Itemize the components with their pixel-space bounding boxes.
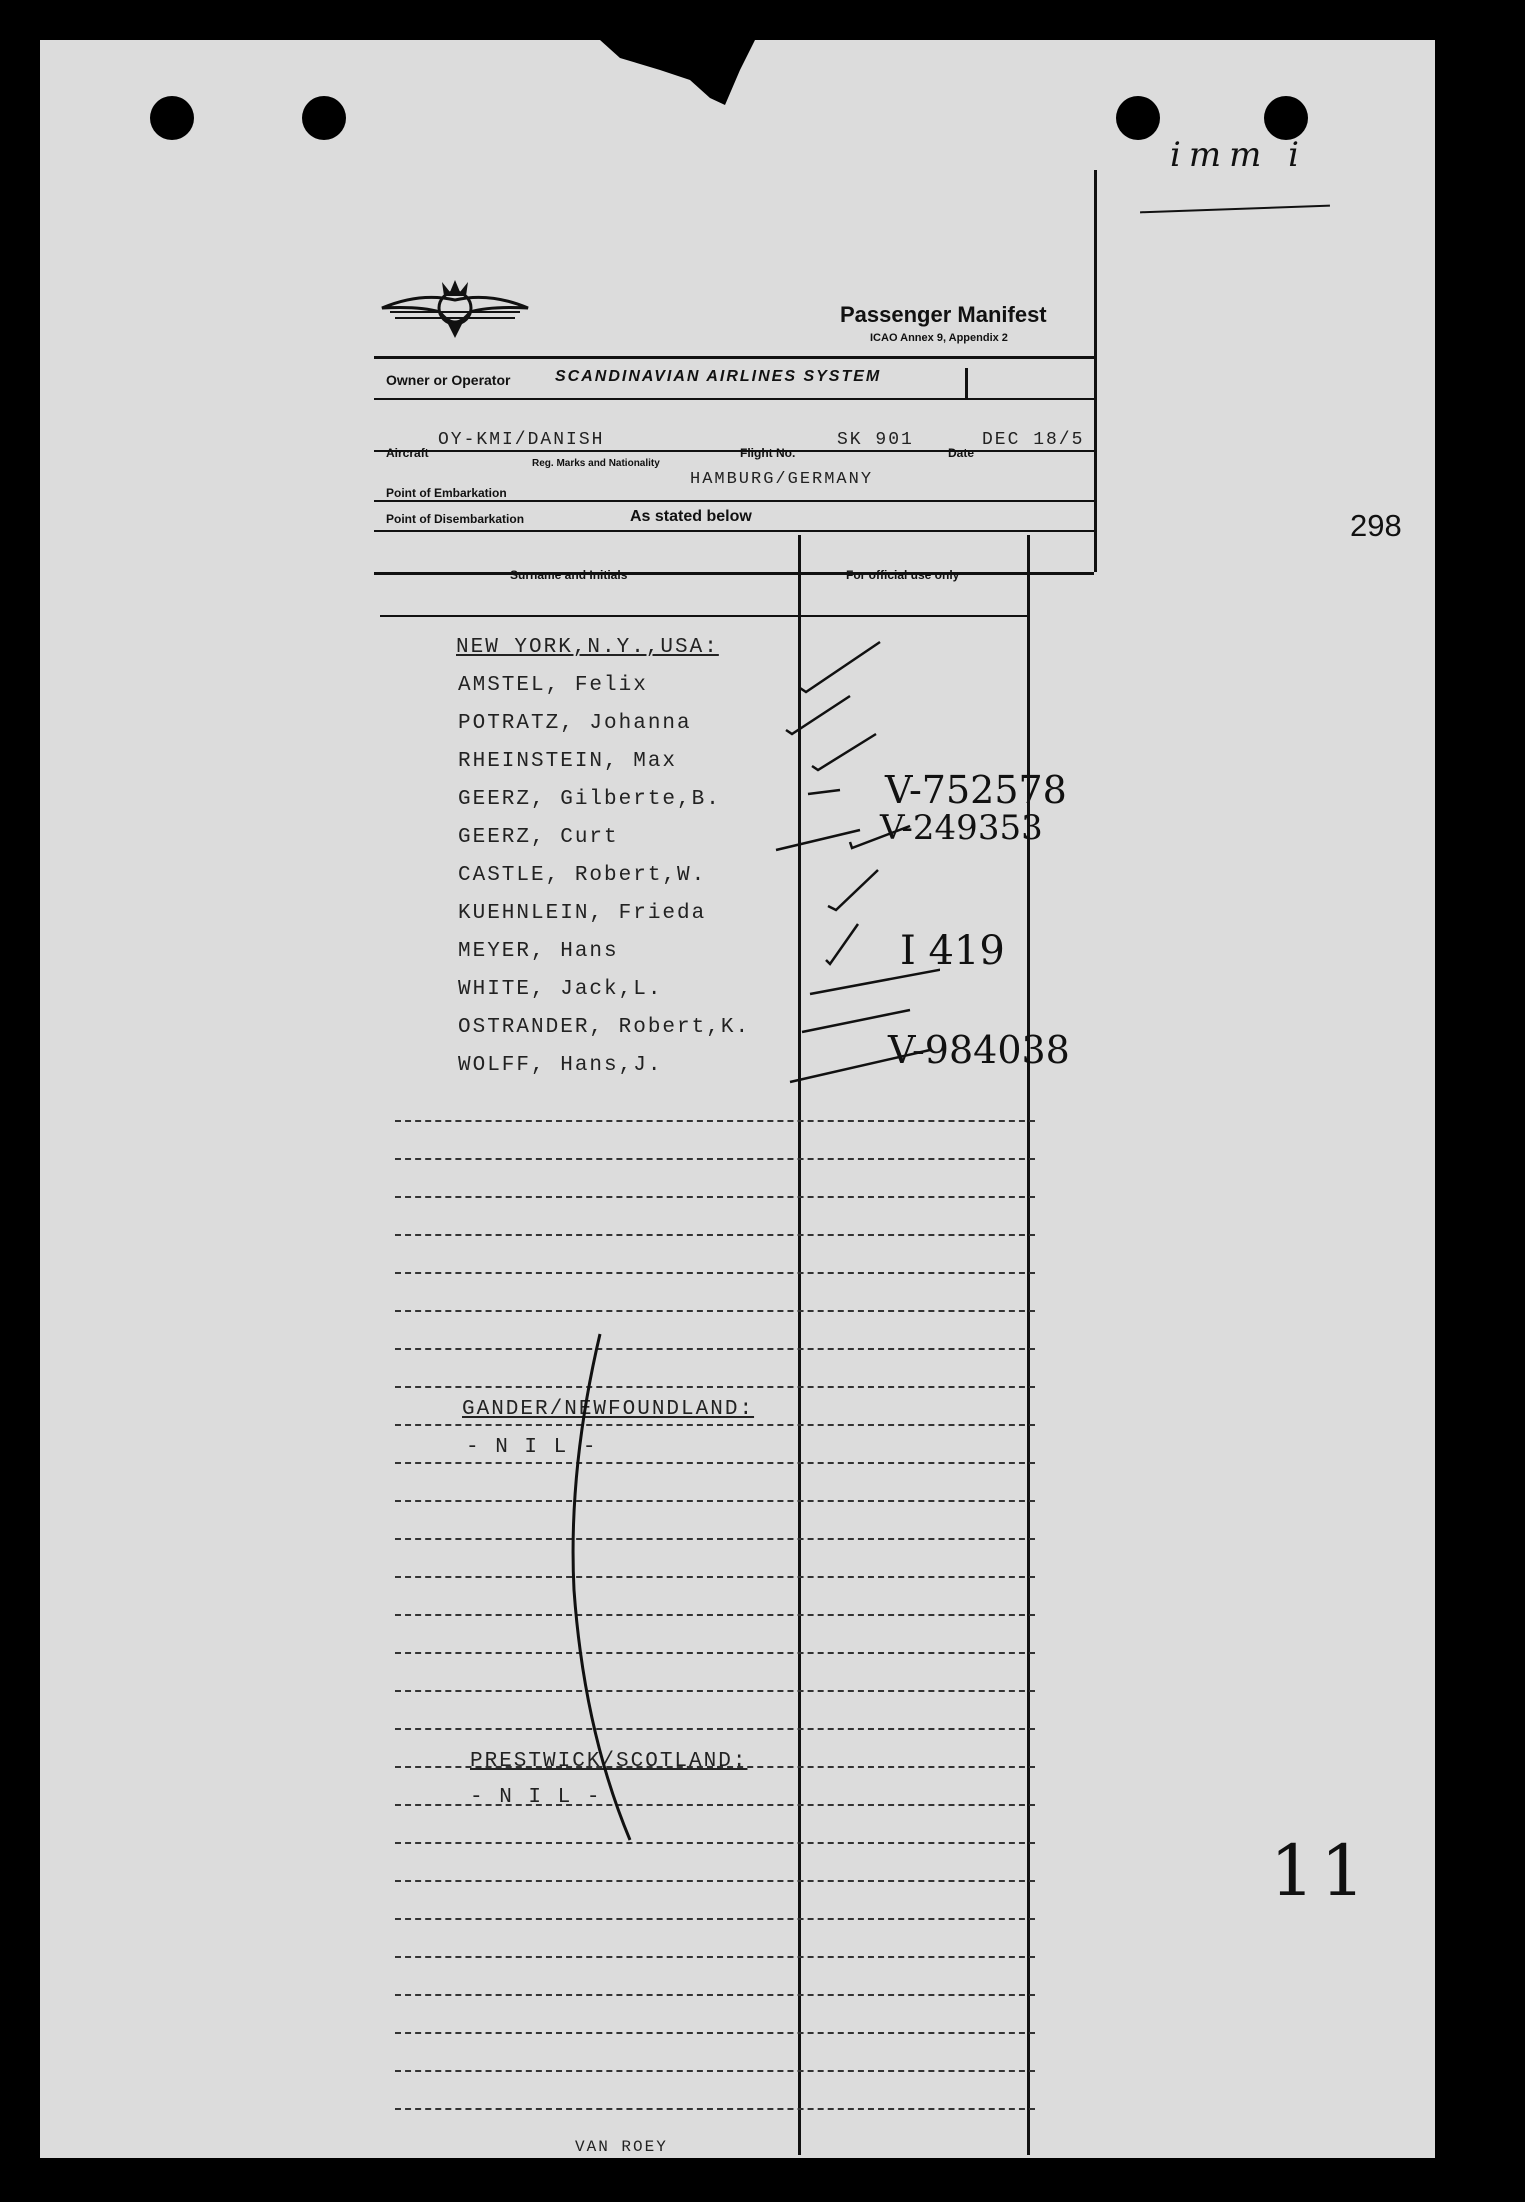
passenger-name: GEERZ, Gilberte,B.: [458, 788, 721, 811]
flight-label: Flight No.: [740, 446, 796, 460]
passenger-name: KUEHNLEIN, Frieda: [458, 902, 707, 925]
passenger-name: CASTLE, Robert,W.: [458, 864, 707, 887]
passenger-name: WOLFF, Hans,J.: [458, 1054, 663, 1077]
section-header: NEW YORK,N.Y.,USA:: [456, 636, 719, 659]
ruled-line: [395, 1234, 1035, 1236]
handwritten-underline: [1140, 205, 1330, 214]
column-header-surname: Surname and Initials: [510, 568, 628, 582]
page-number: 298: [1350, 508, 1402, 543]
ruled-line: [395, 1880, 1035, 1882]
header-rule: [374, 500, 1094, 502]
punch-hole: [150, 96, 194, 140]
disembarkation-label: Point of Disembarkation: [386, 512, 525, 526]
ruled-line: [395, 2032, 1035, 2034]
ruled-line: [395, 1196, 1035, 1198]
official-note: I 419: [900, 928, 1005, 974]
ruled-line: [395, 1310, 1035, 1312]
owner-mark: [965, 368, 968, 398]
passenger-name: AMSTEL, Felix: [458, 674, 648, 697]
passenger-name: WHITE, Jack,L.: [458, 978, 663, 1001]
embarkation-value: HAMBURG/GERMANY: [690, 470, 874, 489]
passenger-name: RHEINSTEIN, Max: [458, 750, 678, 773]
date-value: DEC 18/5: [982, 430, 1085, 450]
header-rule: [374, 530, 1094, 532]
ruled-line: [395, 1994, 1035, 1996]
header-rule: [374, 398, 1094, 400]
ruled-line: [395, 1500, 1035, 1502]
manifest-sheet: [40, 40, 1435, 2158]
ruled-line: [395, 1652, 1035, 1654]
ruled-line: [395, 1690, 1035, 1692]
ruled-line: [395, 1462, 1035, 1464]
punch-hole: [1264, 96, 1308, 140]
header-right-border: [1094, 170, 1097, 572]
ruled-line: [395, 1120, 1035, 1122]
embarkation-label: Point of Embarkation: [386, 486, 507, 500]
ruled-line: [395, 1424, 1035, 1426]
ruled-line: [395, 1158, 1035, 1160]
reg-marks-label: Reg. Marks and Nationality: [532, 458, 660, 469]
official-note: V-249353: [880, 808, 1043, 848]
form-subtitle: ICAO Annex 9, Appendix 2: [870, 332, 1008, 344]
form-title: Passenger Manifest: [840, 302, 1047, 327]
header-rule: [374, 356, 1094, 359]
torn-edge: [600, 40, 760, 110]
ruled-line: [395, 2070, 1035, 2072]
airline-logo: [380, 272, 530, 344]
aircraft-value: OY-KMI/DANISH: [438, 430, 605, 450]
column-header-official: For official use only: [846, 568, 960, 582]
owner-value: SCANDINAVIAN AIRLINES SYSTEM: [555, 368, 882, 385]
tally-mark: 11: [1270, 1830, 1372, 1912]
passenger-name: POTRATZ, Johanna: [458, 712, 692, 735]
ruled-line: [395, 1614, 1035, 1616]
ruled-line: [395, 1728, 1035, 1730]
passenger-name: MEYER, Hans: [458, 940, 619, 963]
ruled-line: [395, 1272, 1035, 1274]
passenger-name: GEERZ, Curt: [458, 826, 619, 849]
check-marks: [740, 630, 940, 1090]
ruled-line: [395, 1576, 1035, 1578]
official-note: V-752578: [885, 768, 1067, 812]
ruled-line: [395, 1538, 1035, 1540]
aircraft-label: Aircraft: [386, 446, 429, 460]
handwritten-bracket: [560, 1330, 650, 1850]
ruled-line: [395, 1918, 1035, 1920]
handwritten-note: imm i: [1170, 135, 1308, 175]
flight-value: SK 901: [837, 430, 914, 450]
passenger-name: OSTRANDER, Robert,K.: [458, 1016, 751, 1039]
nil-entry: - N I L -: [470, 1786, 602, 1809]
section-header: PRESTWICK/SCOTLAND:: [470, 1750, 748, 1773]
header-rule: [374, 450, 1094, 452]
nil-entry: - N I L -: [466, 1436, 598, 1459]
date-label: Date: [948, 446, 975, 460]
punch-hole: [1116, 96, 1160, 140]
ruled-line: [395, 1348, 1035, 1350]
owner-label: Owner or Operator: [386, 372, 511, 388]
official-note: V-984038: [888, 1028, 1070, 1072]
punch-hole: [302, 96, 346, 140]
ruled-line: [395, 1386, 1035, 1388]
ruled-line: [395, 1842, 1035, 1844]
ruled-line: [395, 1956, 1035, 1958]
ruled-line: [395, 2108, 1035, 2110]
table-header-rule: [380, 615, 1030, 617]
header-rule: [374, 572, 1094, 575]
bottom-stamp-text: VAN ROEY: [575, 2138, 668, 2156]
section-header: GANDER/NEWFOUNDLAND:: [462, 1398, 755, 1421]
disembarkation-value: As stated below: [630, 508, 752, 525]
